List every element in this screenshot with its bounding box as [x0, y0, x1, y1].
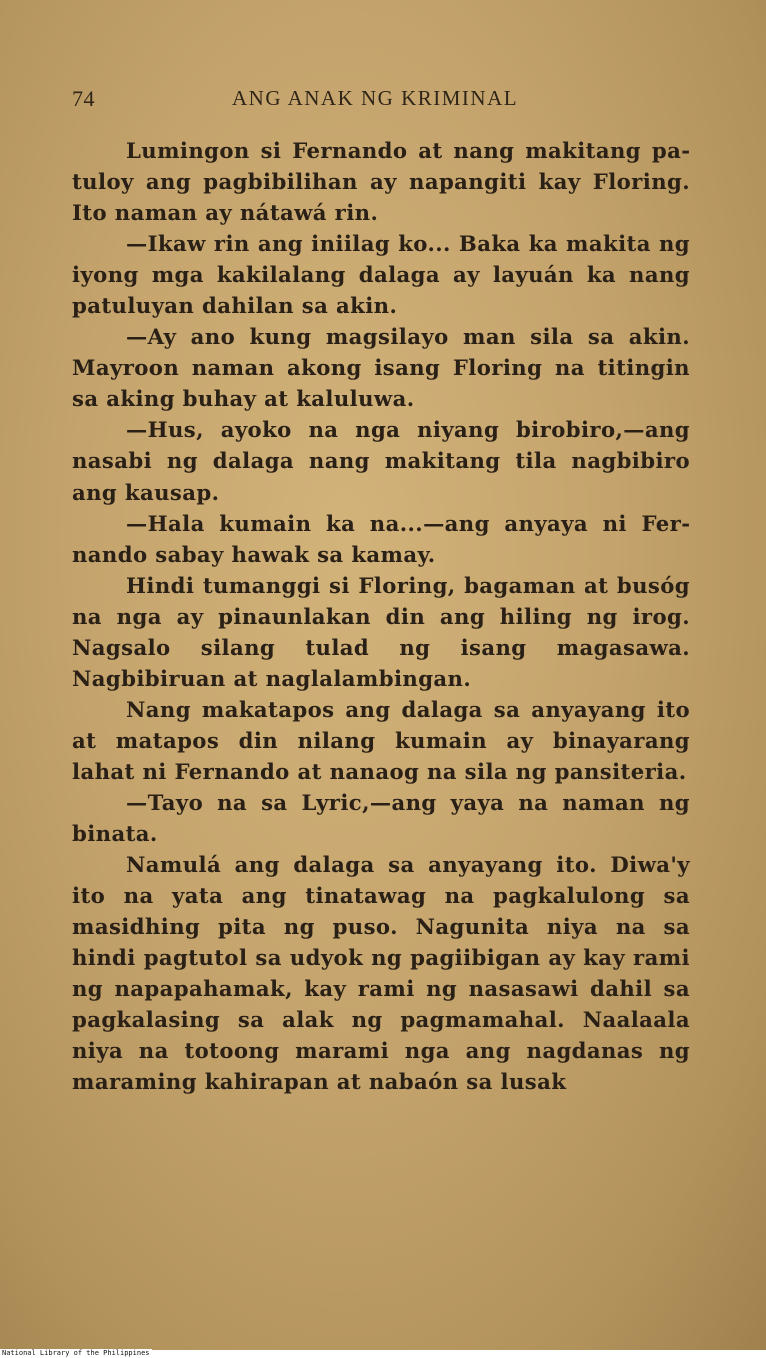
body-text: [72, 135, 690, 1097]
paragraph: —Hus, ayoko na nga niyang birobiro,—ang nasabi ng dalaga nang makitang tila nagbibiro ang kausap.: [72, 417, 690, 505]
page-number: 74: [72, 86, 95, 111]
paragraph: Lumingon si Fernando at nang makitang patuloy ang pagbibilihan ay napangiti kay Floring. Ito naman ay nátawá rin.: [72, 138, 690, 226]
paragraph: —Hala kumain ka na...—ang anyaya ni Fernando sabay hawak sa kamay.: [72, 510, 690, 567]
paragraph: Namulá ang dalaga sa anyayang ito. Diwa'y ito na yata ang tinatawag na pagkalulong sa masidhing pita ng puso. Nagunita niya na sa hindi pagtutol sa udyok ng pagiibigan ay kay rami ng napapahamak, kay rami ng nasasawi dahil sa pagkalasing sa alak ng pagmamahal. Naalaala niya na totoong marami nga ang nagdanas ng maraming kahirapan at nabaón sa lusak: [72, 852, 690, 1095]
paragraph: Nang makatapos ang dalaga sa anyayang ito at matapos din nilang kumain ay binayarang lahat ni Fernando at nanaog na sila ng pansiteria.: [72, 696, 690, 784]
running-title: ANG ANAK NG KRIMINAL: [232, 86, 519, 110]
library-credit: National Library of the Philippines: [2, 1349, 150, 1357]
paragraph: —Tayo na sa Lyric,—ang yaya na naman ng binata.: [72, 789, 690, 847]
paragraph: —Ikaw rin ang iniilag ko... Baka ka makita ng iyong mga kakilalang dalaga ay layuán ka nang patuluyan dahilan sa akin.: [72, 231, 690, 319]
paragraph: —Ay ano kung magsilayo man sila sa akin. Mayroon naman akong isang Floring na titingin sa aking buhay at kaluluwa.: [72, 324, 690, 412]
page-header: [72, 86, 692, 116]
paragraph: Hindi tumanggi si Floring, bagaman at busóg na nga ay pinaunlakan din ang hiling ng irog. Nagsalo silang tulad ng isang magasawa. Nagbibiruan at naglalambingan.: [72, 572, 690, 691]
